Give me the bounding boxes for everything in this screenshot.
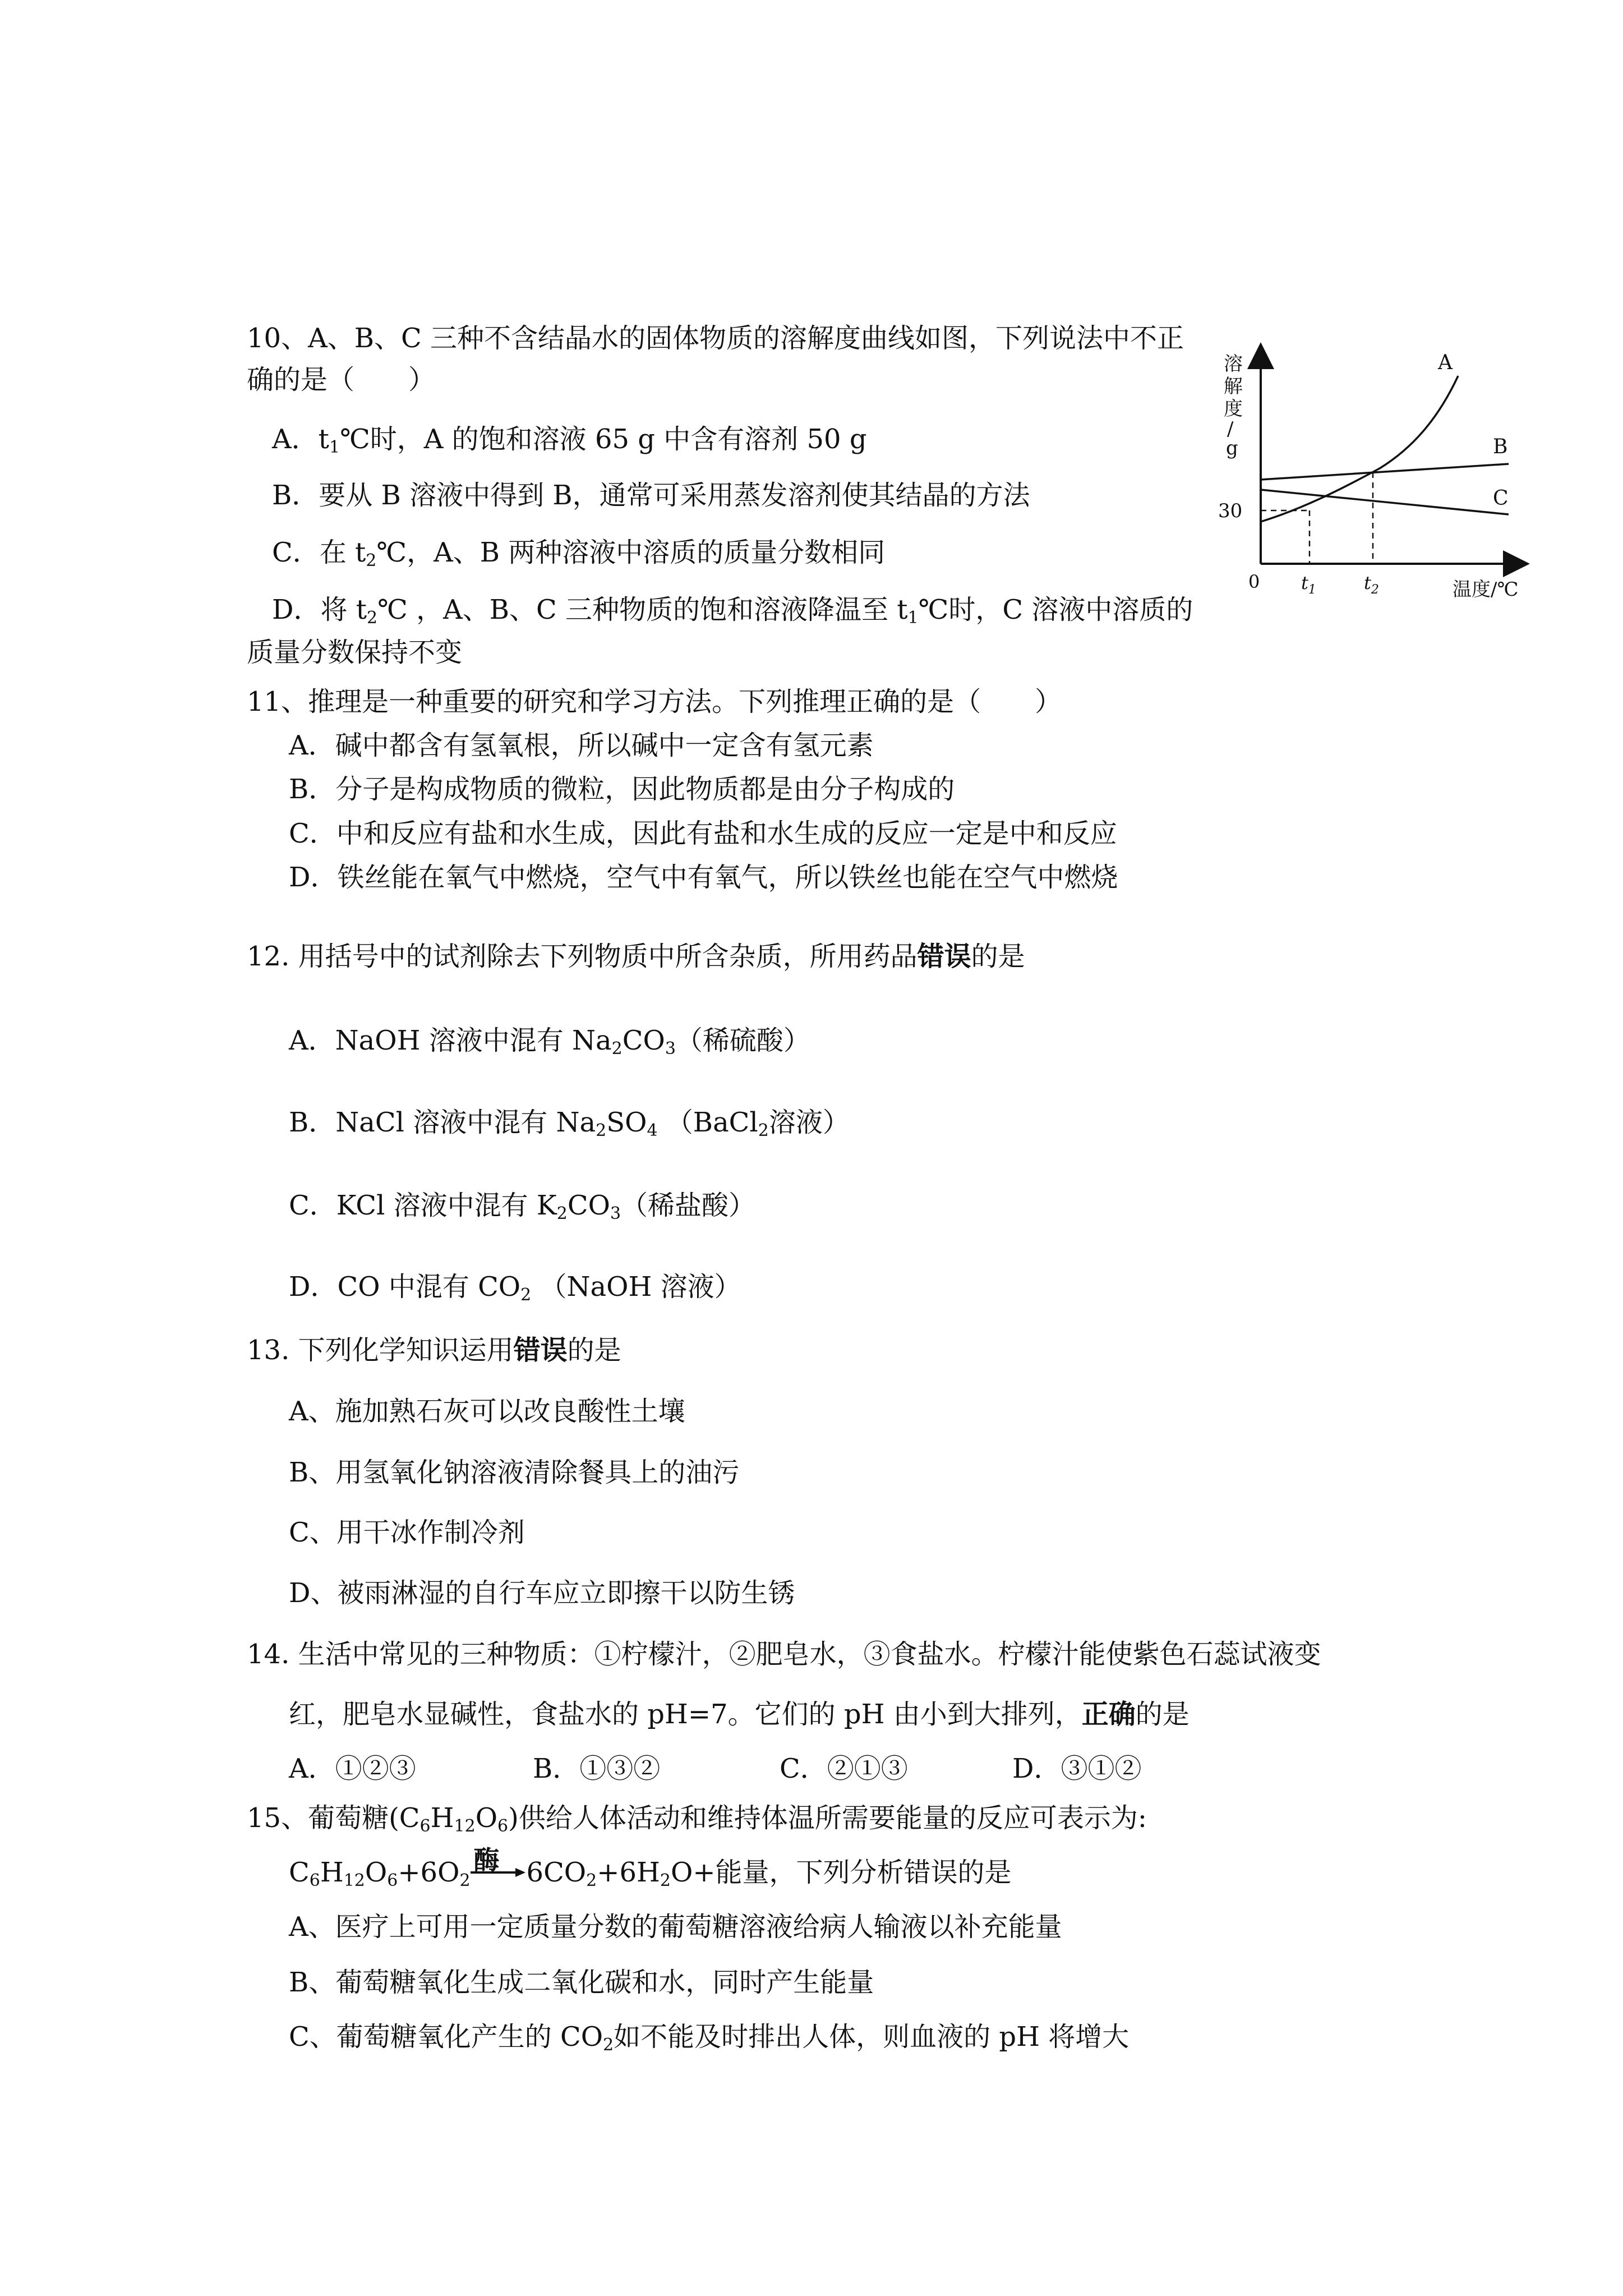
q14-option-a: A．①②③ [289, 1753, 416, 1784]
curve-b-label: B [1493, 435, 1508, 458]
q10-option-d-line2: 质量分数保持不变 [247, 637, 463, 668]
y-label-char: g [1226, 437, 1238, 459]
q12-option-a: A．NaOH 溶液中混有 $Na_2CO_3$（稀硫酸） [289, 1025, 810, 1059]
origin-label: 0 [1248, 571, 1260, 592]
q14-option-d: D．③①② [1012, 1753, 1142, 1784]
q11-option-d: D．铁丝能在氧气中燃烧，空气中有氧气，所以铁丝也能在空气中燃烧 [289, 862, 1118, 893]
q15-option-a: A、医疗上可用一定质量分数的葡萄糖溶液给病人输液以补充能量 [289, 1911, 1062, 1943]
q13-stem: 13. 下列化学知识运用错误的是 [247, 1335, 621, 1366]
curve-a-label: A [1438, 351, 1453, 374]
q13-option-b: B、用氢氧化钠溶液清除餐具上的油污 [289, 1457, 740, 1488]
q13-option-c: C、用干冰作制冷剂 [289, 1517, 525, 1548]
y-label-char: 解 [1224, 375, 1243, 398]
y-tick-30: 30 [1218, 500, 1243, 522]
y-axis-label [1224, 353, 1243, 459]
q10-stem-line2: 确的是（ ） [247, 364, 436, 395]
q11-option-c: C．中和反应有盐和水生成，因此有盐和水生成的反应一定是中和反应 [289, 818, 1117, 849]
q10-stem-line1: 10、A、B、C 三种不含结晶水的固体物质的溶解度曲线如图，下列说法中不正 [247, 323, 1184, 354]
enzyme-label: 酶 [473, 1845, 500, 1875]
q10-option-c: C．在 $t_2℃$，A、B 两种溶液中溶质的质量分数相同 [272, 537, 886, 570]
q12-option-b: B．NaCl 溶液中混有 $Na_2SO_4$ （BaCl$_2$溶液） [289, 1107, 850, 1140]
q14-stem-line2: 红，肥皂水显碱性，食盐水的 pH=7。它们的 pH 由小到大排列，正确的是 [289, 1699, 1189, 1730]
enzyme-arrow [471, 1845, 527, 1890]
x-tick-t1: $t_1$ [1301, 572, 1316, 597]
curve-c-label: C [1493, 487, 1509, 510]
q15-option-b: B、葡萄糖氧化生成二氧化碳和水，同时产生能量 [289, 1967, 874, 1998]
q14-option-b: B．①③② [533, 1753, 661, 1784]
q15-equation: $C_6H_{12}O_6+6O_2$ 酶 $6CO_2+6H_2O+$能量，下列分析错误的是 [289, 1855, 1012, 1890]
solubility-curve-figure [1211, 337, 1537, 606]
q11-option-b: B．分子是构成物质的微粒，因此物质都是由分子构成的 [289, 774, 955, 805]
q13-option-a: A、施加熟石灰可以改良酸性土壤 [289, 1396, 685, 1427]
q12-stem: 12. 用括号中的试剂除去下列物质中所含杂质，所用药品错误的是 [247, 941, 1025, 972]
y-label-char: 度 [1224, 398, 1243, 420]
x-axis-label: 温度/℃ [1453, 578, 1519, 601]
q11-option-a: A．碱中都含有氢氧根，所以碱中一定含有氢元素 [289, 730, 874, 761]
q10-option-b: B．要从 B 溶液中得到 B，通常可采用蒸发溶剂使其结晶的方法 [272, 480, 1030, 511]
curve-c [1261, 490, 1509, 514]
q12-option-d: D．CO 中混有 $CO_2$ （NaOH 溶液） [289, 1271, 741, 1305]
q13-option-d: D、被雨淋湿的自行车应立即擦干以防生锈 [289, 1577, 795, 1609]
q10-option-d: D．将 $t_2℃$ ，A、B、C 三种物质的饱和溶液降温至 $t_1℃$时，C 溶液中溶质的 [272, 594, 1193, 628]
q15-option-c: C、葡萄糖氧化产生的 $CO_2$如不能及时排出人体，则血液的 pH 将增大 [289, 2021, 1129, 2055]
q11-stem: 11、推理是一种重要的研究和学习方法。下列推理正确的是（ ） [247, 686, 1062, 717]
q14-option-c: C．②①③ [780, 1753, 908, 1784]
q12-option-c: C．KCl 溶液中混有 $K_2CO_3$（稀盐酸） [289, 1190, 756, 1223]
y-label-char: / [1227, 418, 1234, 440]
y-label-char: 溶 [1224, 353, 1243, 375]
q14-stem-line1: 14. 生活中常见的三种物质：①柠檬汁，②肥皂水，③食盐水。柠檬汁能使紫色石蕊试液变 [247, 1639, 1321, 1670]
q10-option-a: A．$t_1℃$时，A 的饱和溶液 65 g 中含有溶剂 50 g [272, 424, 867, 457]
q15-stem: 15、葡萄糖$(C_6H_{12}O_6)$供给人体活动和维持体温所需要能量的反应可表示为: [247, 1802, 1147, 1836]
x-tick-t2: $t_2$ [1364, 572, 1379, 597]
reaction-arrow [471, 1855, 527, 1890]
